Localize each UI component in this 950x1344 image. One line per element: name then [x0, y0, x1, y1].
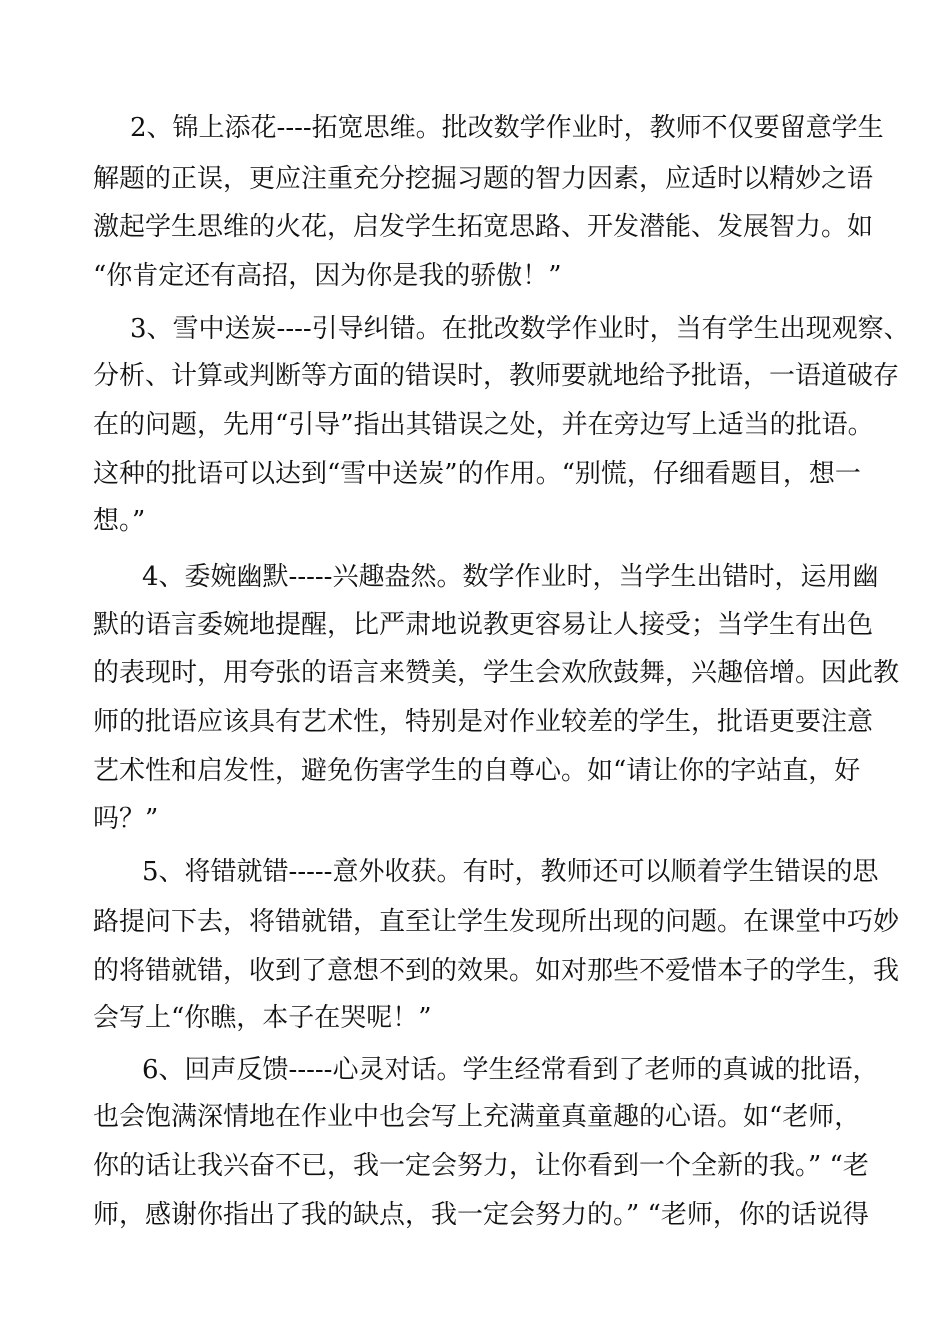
paragraph-5-line-2: 路提问下去，将错就错，直至让学生发现所出现的问题。在课堂中巧妙 [93, 907, 900, 937]
paragraph-6-line-4: 师，感谢你指出了我的缺点，我一定会努力的。” “老师，你的话说得 [93, 1200, 869, 1230]
paragraph-6-line-2: 也会饱满深情地在作业中也会写上充满童真童趣的心语。如“老师， [93, 1102, 861, 1132]
paragraph-3-line-1: 3、雪中送炭----引导纠错。在批改数学作业时，当有学生出现观察、 [130, 314, 910, 344]
paragraph-3-line-2: 分析、计算或判断等方面的错误时，教师要就地给予批语，一语道破存 [93, 361, 900, 391]
paragraph-5-line-3: 的将错就错，收到了意想不到的效果。如对那些不爱惜本子的学生，我 [93, 956, 900, 986]
paragraph-4-line-5: 艺术性和启发性，避免伤害学生的自尊心。如“请让你的字站直，好 [93, 756, 861, 786]
paragraph-4-line-2: 默的语言委婉地提醒，比严肃地说教更容易让人接受；当学生有出色 [93, 610, 874, 640]
paragraph-3-line-5: 想。” [93, 506, 146, 536]
paragraph-3-line-4: 这种的批语可以达到“雪中送炭”的作用。“别慌，仔细看题目，想一 [93, 459, 861, 489]
paragraph-4-line-6: 吗？” [93, 804, 159, 834]
paragraph-5-line-1: 5、将错就错-----意外收获。有时，教师还可以顺着学生错误的思 [142, 857, 879, 887]
paragraph-6-line-1: 6、回声反馈-----心灵对话。学生经常看到了老师的真诚的批语， [142, 1055, 879, 1085]
paragraph-4-line-4: 师的批语应该具有艺术性，特别是对作业较差的学生，批语更要注意 [93, 707, 874, 737]
paragraph-4-line-3: 的表现时，用夸张的语言来赞美，学生会欢欣鼓舞，兴趣倍增。因此教 [93, 658, 900, 688]
paragraph-2-line-1: 2、锦上添花----拓宽思维。批改数学作业时，教师不仅要留意学生 [130, 113, 884, 143]
paragraph-6-line-3: 你的话让我兴奋不已，我一定会努力，让你看到一个全新的我。” “老 [93, 1151, 869, 1181]
paragraph-3-line-3: 在的问题，先用“引导”指出其错误之处，并在旁边写上适当的批语。 [93, 410, 874, 440]
paragraph-2-line-2: 解题的正误，更应注重充分挖掘习题的智力因素，应适时以精妙之语 [93, 164, 874, 194]
paragraph-2-line-3: 激起学生思维的火花，启发学生拓宽思路、开发潜能、发展智力。如 [93, 212, 874, 242]
paragraph-2-line-4: “你肯定还有高招，因为你是我的骄傲！” [93, 261, 562, 291]
paragraph-4-line-1: 4、委婉幽默-----兴趣盎然。数学作业时，当学生出错时，运用幽 [142, 562, 879, 592]
paragraph-5-line-4: 会写上“你瞧，本子在哭呢！” [93, 1003, 432, 1033]
